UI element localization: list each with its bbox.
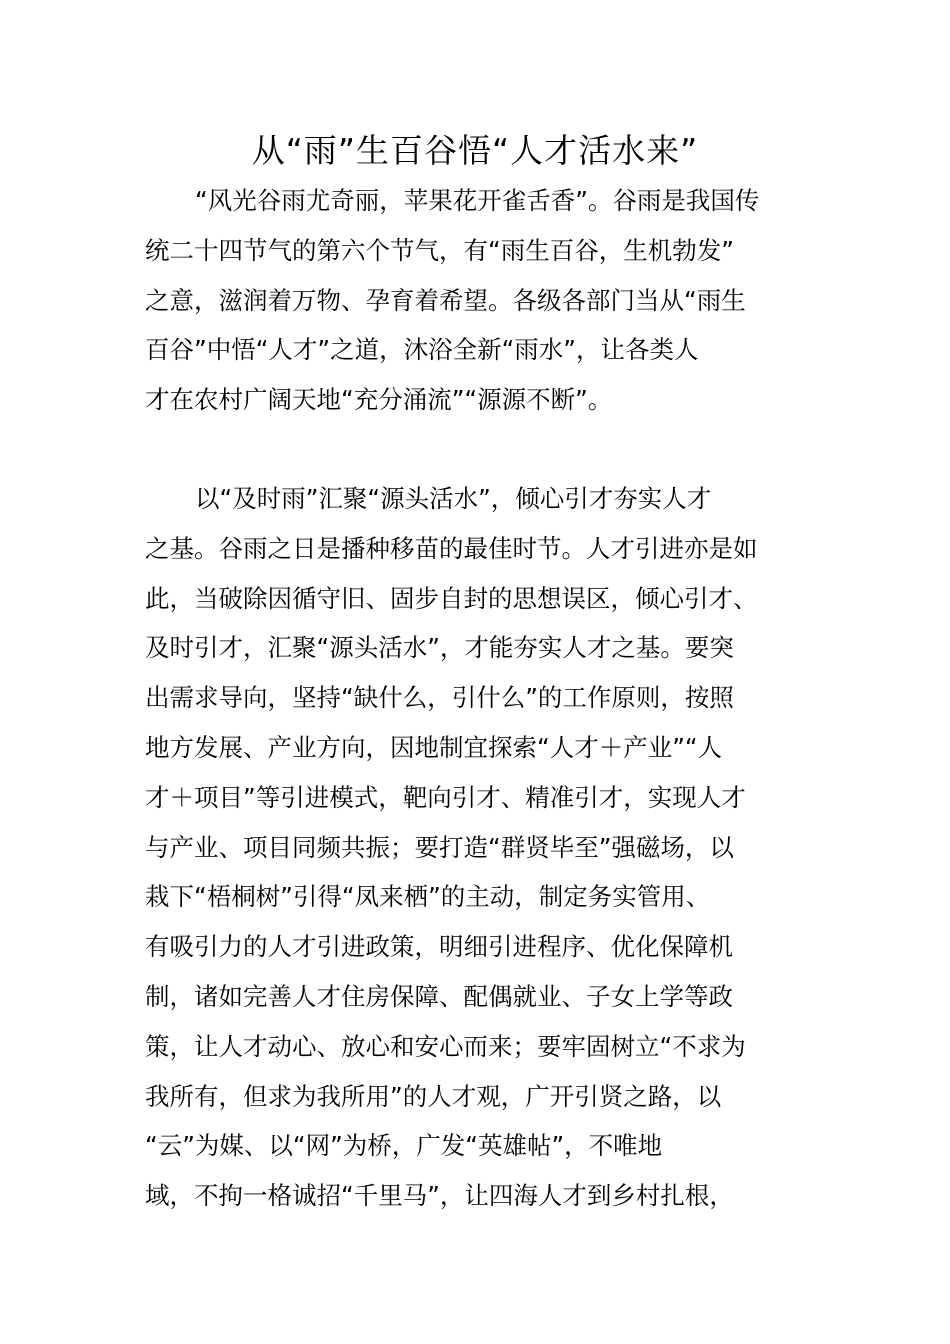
text-line: 策，让人才动心、放心和安心而来；要牢固树立“不求为 — [145, 1031, 746, 1061]
text-line: 有吸引力的人才引进政策，明细引进程序、优化保障机 — [145, 932, 733, 962]
text-line: 才在农村广阔天地“充分涌流”“源源不断”。 — [145, 385, 613, 415]
text-line: 统二十四节气的第六个节气，有“雨生百谷，生机勃发” — [145, 235, 734, 265]
document-title: 从“雨”生百谷悟“人才活水来” — [251, 131, 699, 170]
text-line: “风光谷雨尤奇丽，苹果花开雀舌香”。谷雨是我国传 — [195, 186, 760, 215]
text-line: 我所有，但求为我所用”的人才观，广开引贤之路，以 — [145, 1081, 722, 1111]
text-line: 百谷”中悟“人才”之道，沐浴全新“雨水”，让各类人 — [145, 335, 699, 365]
text-line: 出需求导向，坚持“缺什么，引什么”的工作原则，按照 — [145, 683, 734, 713]
text-line: 及时引才，汇聚“源头活水”，才能夯实人才之基。要突 — [145, 633, 734, 663]
text-line: 之意，滋润着万物、孕育着希望。各级各部门当从“雨生 — [145, 285, 746, 315]
text-line: 才＋项目”等引进模式，靶向引才、精准引才，实现人才 — [145, 782, 746, 812]
text-line: 制，诸如完善人才住房保障、配偶就业、子女上学等政 — [145, 981, 733, 1011]
text-line: 之基。谷雨之日是播种移苗的最佳时节。人才引进亦是如 — [145, 533, 758, 563]
text-line: 与产业、项目同频共振；要打造“群贤毕至”强磁场，以 — [145, 832, 734, 862]
paragraph-1 — [145, 176, 810, 425]
text-line: “云”为媒、以“网”为桥，广发“英雄帖”，不唯地 — [145, 1131, 663, 1161]
text-line: 此，当破除因循守旧、固步自封的思想误区，倾心引才、 — [145, 583, 758, 613]
text-line: 地方发展、产业方向，因地制宜探索“人才＋产业”“人 — [145, 732, 723, 762]
text-line: 域，不拘一格诚招“千里马”，让四海人才到乡村扎根， — [145, 1181, 734, 1211]
paragraph-2 — [145, 474, 810, 1221]
text-line: 以“及时雨”汇聚“源头活水”，倾心引才夯实人才 — [195, 484, 712, 513]
text-line: 栽下“梧桐树”引得“凤来栖”的主动，制定务实管用、 — [145, 882, 711, 912]
